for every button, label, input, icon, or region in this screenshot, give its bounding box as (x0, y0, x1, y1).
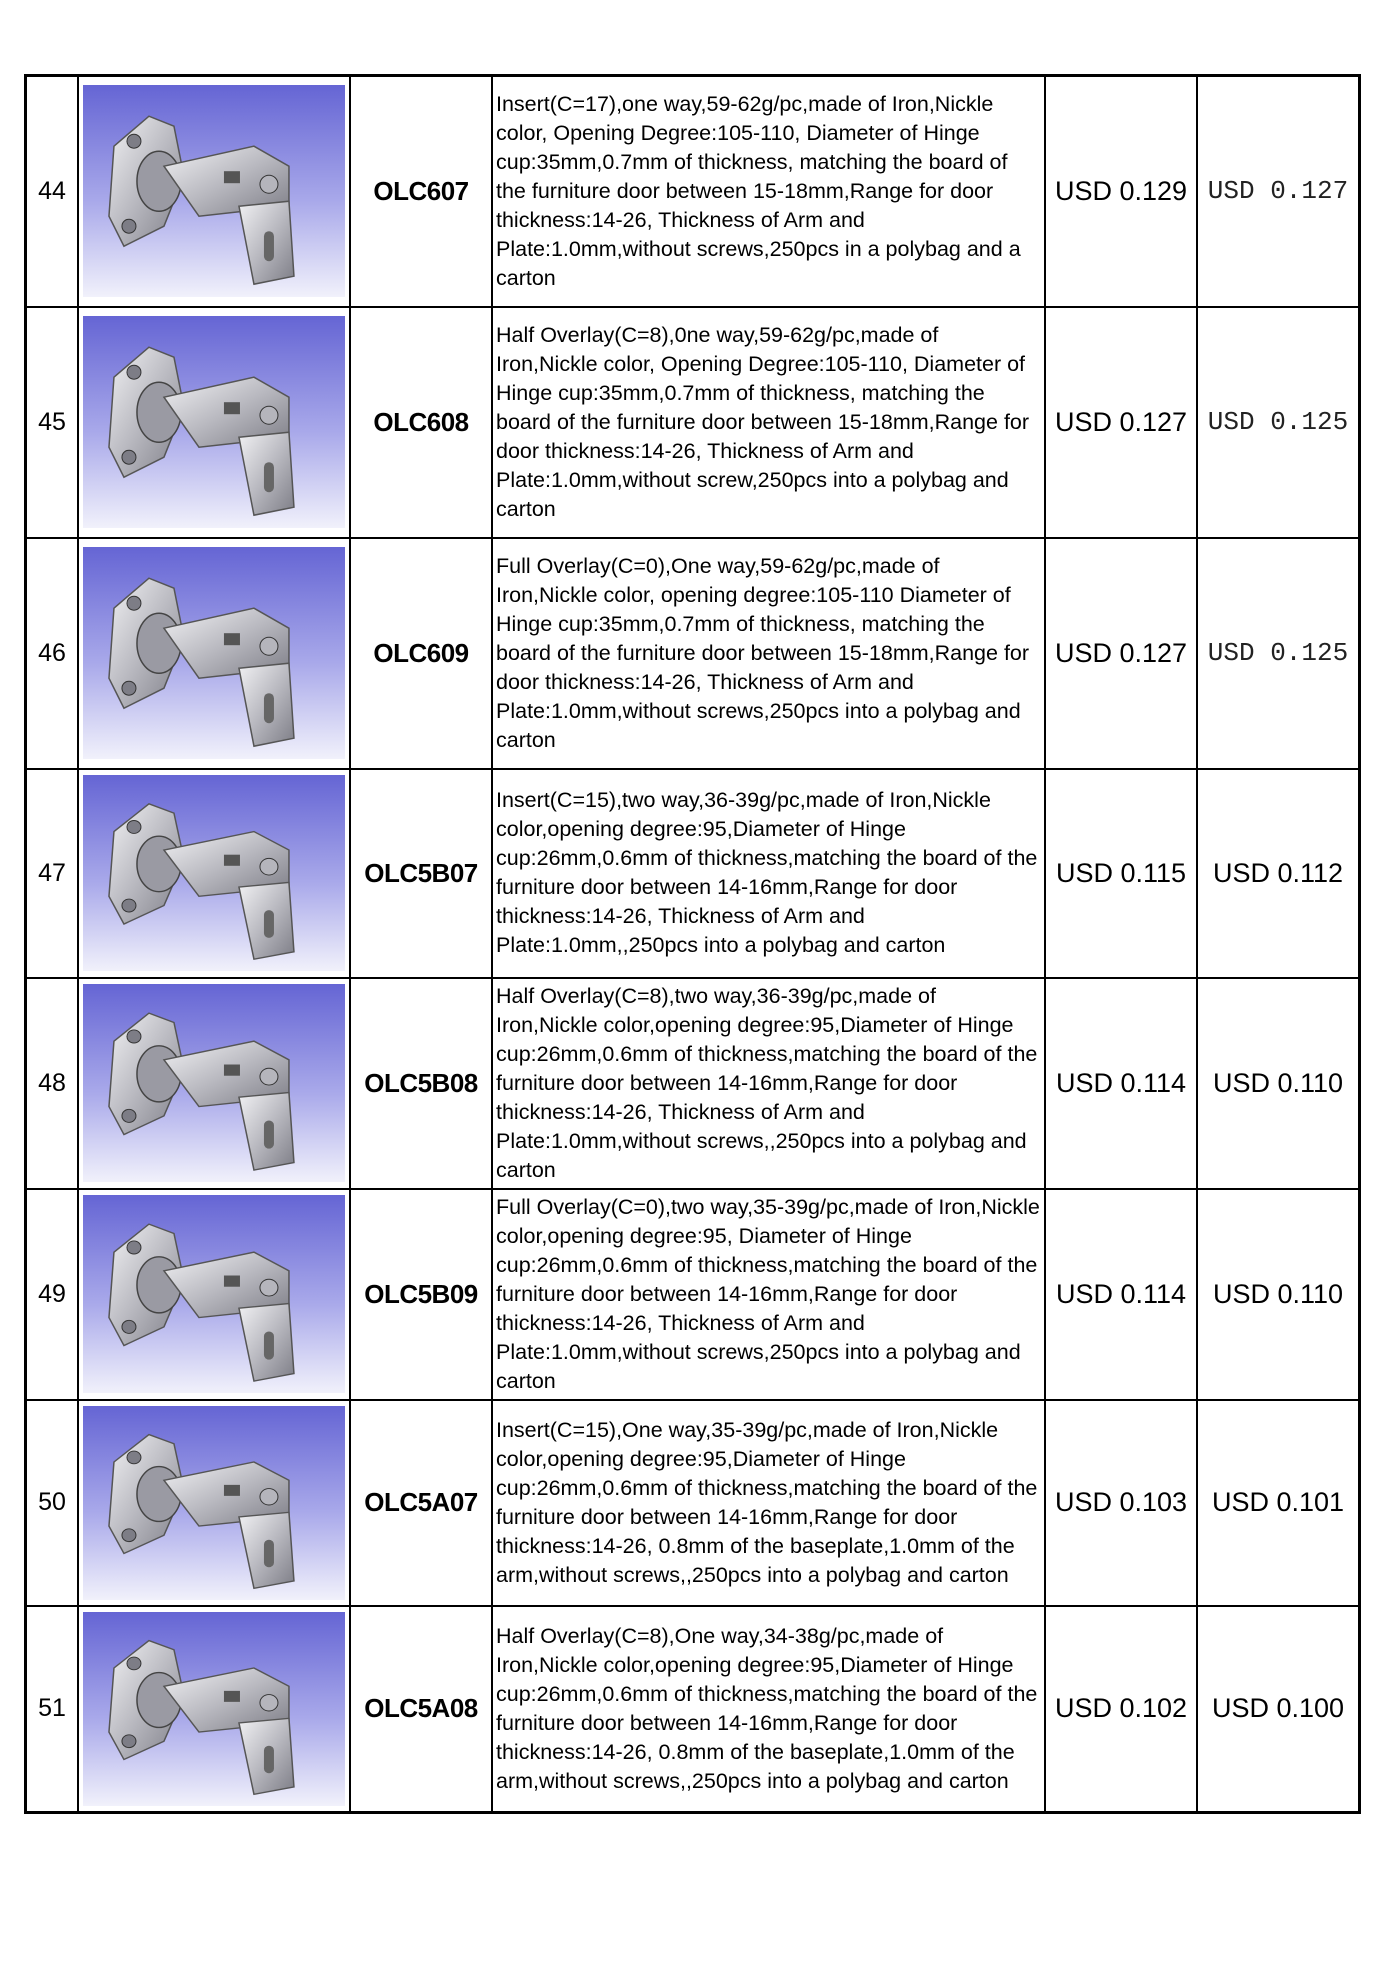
item-number: 46 (26, 538, 79, 769)
product-description: Insert(C=15),two way,36-39g/pc,made of Iron,Nickle color,opening degree:95,Diameter of Hinge cup:26mm,0.6mm of thickness,matching the board of the furniture door between 14-16mm,Range for door thickness:14-26, Thickness of Arm and Plate:1.0mm,,250pcs into a polybag and carton (492, 769, 1045, 978)
price-1: USD 0.115 (1045, 769, 1197, 978)
product-description: Insert(C=15),One way,35-39g/pc,made of Iron,Nickle color,opening degree:95,Diameter of Hinge cup:26mm,0.6mm of thickness,matching the board of the furniture door between 14-16mm,Range for door thickness:14-26, 0.8mm of the baseplate,1.0mm of the arm,without screws,,250pcs into a polybag and carton (492, 1400, 1045, 1606)
table-row (26, 1400, 1360, 1606)
product-code: OLC607 (350, 76, 492, 307)
product-code: OLC5A08 (350, 1606, 492, 1813)
price-table (24, 74, 1361, 1814)
price-1: USD 0.127 (1045, 307, 1197, 538)
product-description: Half Overlay(C=8),0ne way,59-62g/pc,made of Iron,Nickle color, Opening Degree:105-110, Diameter of Hinge cup:35mm,0.7mm of thickness, matching the board of the furniture door between 15-18mm,Range for door thickness:14-26, Thickness of Arm and Plate:1.0mm,without screw,250pcs into a polybag and carton (492, 307, 1045, 538)
product-code: OLC5B08 (350, 978, 492, 1189)
hinge-photo-cell (78, 1189, 350, 1400)
hinge-photo (83, 316, 345, 528)
table-row (26, 1189, 1360, 1400)
product-code: OLC5B09 (350, 1189, 492, 1400)
price-2: USD 0.125 (1197, 307, 1360, 538)
hinge-photo (83, 547, 345, 759)
product-description: Half Overlay(C=8),One way,34-38g/pc,made of Iron,Nickle color,opening degree:95,Diameter of Hinge cup:26mm,0.6mm of thickness,matching the board of the furniture door between 14-16mm,Range for door thickness:14-26, 0.8mm of the baseplate,1.0mm of the arm,without screws,,250pcs into a polybag and carton (492, 1606, 1045, 1813)
table-row (26, 76, 1360, 307)
product-code: OLC5B07 (350, 769, 492, 978)
price-1: USD 0.102 (1045, 1606, 1197, 1813)
product-description: Half Overlay(C=8),two way,36-39g/pc,made of Iron,Nickle color,opening degree:95,Diameter of Hinge cup:26mm,0.6mm of thickness,matching the board of the furniture door between 14-16mm,Range for door thickness:14-26, Thickness of Arm and Plate:1.0mm,without screws,,250pcs into a polybag and carton (492, 978, 1045, 1189)
hinge-photo-cell (78, 538, 350, 769)
product-description: Full Overlay(C=0),One way,59-62g/pc,made of Iron,Nickle color, opening degree:105-110 Diameter of Hinge cup:35mm,0.7mm of thickness, matching the board of the furniture door between 15-18mm,Range for door thickness:14-26, Thickness of Arm and Plate:1.0mm,without screws,250pcs into a polybag and carton (492, 538, 1045, 769)
product-description: Insert(C=17),one way,59-62g/pc,made of Iron,Nickle color, Opening Degree:105-110, Diameter of Hinge cup:35mm,0.7mm of thickness, matching the board of the furniture door between 15-18mm,Range for door thickness:14-26, Thickness of Arm and Plate:1.0mm,without screws,250pcs in a polybag and a carton (492, 76, 1045, 307)
hinge-photo (83, 85, 345, 297)
hinge-photo-cell (78, 76, 350, 307)
hinge-photo-cell (78, 769, 350, 978)
item-number: 44 (26, 76, 79, 307)
item-number: 45 (26, 307, 79, 538)
product-code: OLC609 (350, 538, 492, 769)
price-1: USD 0.129 (1045, 76, 1197, 307)
item-number: 48 (26, 978, 79, 1189)
hinge-photo (83, 775, 345, 971)
price-2: USD 0.127 (1197, 76, 1360, 307)
table-row (26, 1606, 1360, 1813)
product-code: OLC5A07 (350, 1400, 492, 1606)
price-2: USD 0.125 (1197, 538, 1360, 769)
price-2: USD 0.110 (1197, 1189, 1360, 1400)
price-1: USD 0.103 (1045, 1400, 1197, 1606)
table-row (26, 538, 1360, 769)
table-row (26, 307, 1360, 538)
price-1: USD 0.114 (1045, 1189, 1197, 1400)
price-2: USD 0.101 (1197, 1400, 1360, 1606)
item-number: 51 (26, 1606, 79, 1813)
hinge-photo-cell (78, 307, 350, 538)
item-number: 50 (26, 1400, 79, 1606)
product-code: OLC608 (350, 307, 492, 538)
price-2: USD 0.100 (1197, 1606, 1360, 1813)
hinge-photo-cell (78, 1400, 350, 1606)
item-number: 49 (26, 1189, 79, 1400)
hinge-photo-cell (78, 1606, 350, 1813)
item-number: 47 (26, 769, 79, 978)
price-1: USD 0.127 (1045, 538, 1197, 769)
hinge-photo-cell (78, 978, 350, 1189)
product-description: Full Overlay(C=0),two way,35-39g/pc,made of Iron,Nickle color,opening degree:95, Diameter of Hinge cup:26mm,0.6mm of thickness,matching the board of the furniture door between 14-16mm,Range for door thickness:14-26, Thickness of Arm and Plate:1.0mm,without screws,250pcs into a polybag and carton (492, 1189, 1045, 1400)
table-row (26, 978, 1360, 1189)
price-2: USD 0.112 (1197, 769, 1360, 978)
hinge-photo (83, 1612, 345, 1806)
price-1: USD 0.114 (1045, 978, 1197, 1189)
hinge-photo (83, 984, 345, 1182)
hinge-photo (83, 1195, 345, 1393)
hinge-photo (83, 1406, 345, 1600)
table-row (26, 769, 1360, 978)
price-2: USD 0.110 (1197, 978, 1360, 1189)
